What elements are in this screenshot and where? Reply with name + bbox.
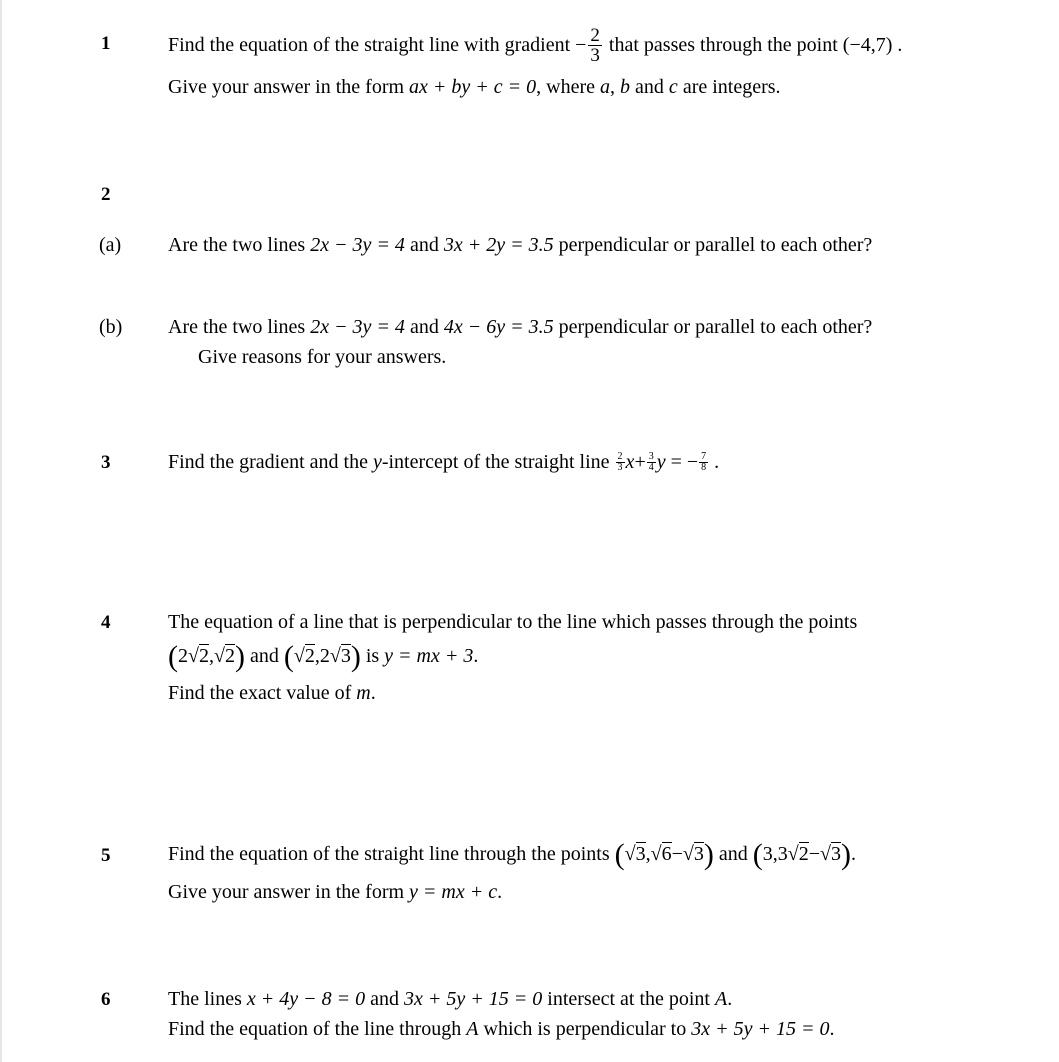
q5-p2-radicand-2: 3 — [830, 843, 841, 865]
q3-f2-denominator: 4 — [648, 461, 654, 473]
q1-line1-end: . — [897, 34, 903, 56]
question-number-3: 3 — [101, 452, 111, 473]
q6-line2-end: . — [829, 1018, 835, 1040]
q4-p1-open: ( — [168, 640, 178, 673]
q4-line3-end: . — [370, 682, 376, 704]
q6-equation-1: x + 4y − 8 = 0 — [246, 988, 366, 1010]
q4-p1-close: ) — [234, 640, 245, 673]
q5-p1-open: ( — [614, 838, 625, 871]
question-6-line-2 — [168, 1018, 834, 1041]
q5-p2-close: ) — [840, 838, 851, 871]
q1-gradient-numerator: 2 — [590, 25, 600, 46]
q6-var-A: A — [715, 988, 728, 1010]
radical-icon: √ — [820, 843, 831, 865]
q4-equation: y = mx + 3 — [384, 645, 474, 667]
q3-fraction-2 — [647, 452, 656, 473]
question-number-6: 6 — [101, 989, 111, 1010]
question-2a-line — [168, 234, 872, 257]
q5-line2-end: . — [497, 881, 503, 903]
q5-p1-close: ) — [703, 838, 714, 871]
q4-is: is — [365, 645, 380, 667]
radical-icon: √ — [329, 645, 341, 667]
q4-p1-radicand-2: 2 — [224, 645, 235, 667]
q2b-text-post: perpendicular or parallel to each other? — [558, 316, 873, 338]
q2a-text-post: perpendicular or parallel to each other? — [558, 234, 873, 256]
q4-p1-root-1 — [188, 644, 209, 667]
question-6-line-1 — [168, 988, 732, 1011]
question-number-4: 4 — [101, 612, 111, 633]
q6-line2-equation: 3x + 5y + 15 = 0 — [691, 1018, 830, 1040]
question-number-5: 5 — [101, 845, 111, 866]
q6-equation-2: 3x + 5y + 15 = 0 — [404, 988, 543, 1010]
q4-p2-radicand-1: 2 — [304, 645, 315, 667]
q1-text-form-pre: Give your answer in the form — [168, 76, 405, 98]
q4-var-m: m — [356, 682, 371, 704]
question-4-line-2 — [168, 640, 479, 673]
q5-p1-radicand-2: 6 — [661, 843, 672, 865]
q4-p1-coef: 2 — [178, 645, 188, 667]
q5-p1-minus: − — [671, 843, 683, 865]
q1-gradient-denominator: 3 — [590, 45, 600, 66]
question-4-line-3 — [168, 682, 376, 705]
q2b-reasons: Give reasons for your answers. — [198, 346, 447, 368]
q5-p2-minus: − — [808, 843, 820, 865]
q3-fraction-3 — [699, 452, 708, 473]
q5-p1-radicand-3: 3 — [693, 843, 704, 865]
q4-p1-root-2 — [214, 644, 235, 667]
q1-text-mid: that passes through the point — [608, 34, 838, 56]
question-1-line-1 — [168, 26, 902, 65]
radical-icon: √ — [293, 645, 305, 667]
q5-p1-root-3 — [683, 842, 704, 865]
q1-text-end: are integers. — [682, 76, 781, 98]
q4-eq-end: . — [473, 645, 479, 667]
q4-p1-comma: , — [208, 645, 214, 667]
question-2b-line — [168, 316, 872, 339]
q3-text-pre: Find the gradient and the — [168, 450, 368, 473]
q5-p2-open: ( — [752, 838, 763, 871]
q6-text-mid: intersect at the point — [547, 988, 710, 1010]
q4-p2-close: ) — [350, 640, 361, 673]
q3-f2-numerator: 3 — [648, 450, 654, 462]
q1-and: and — [635, 76, 664, 98]
q3-text-post: -intercept of the straight line — [381, 450, 610, 473]
q4-and: and — [249, 645, 279, 667]
question-2b-label: (b) — [99, 316, 123, 338]
q6-text-pre: The lines — [168, 988, 242, 1010]
q1-form-equation: ax + by + c = 0 — [409, 76, 537, 98]
q4-text-find: Find the exact value of — [168, 682, 352, 704]
radical-icon: √ — [188, 645, 199, 667]
q3-plus: + — [634, 450, 646, 473]
q3-end: . — [714, 450, 720, 473]
q5-p1-root-1 — [625, 842, 646, 865]
q6-end: . — [727, 988, 733, 1010]
q1-var-a: a — [600, 76, 611, 98]
question-5-line-1: Find the equation of the straight line through the points (√3,√6−√3) and (3,3√2−√3). — [168, 838, 856, 871]
q5-p2-root-2 — [820, 842, 841, 865]
page-edge — [0, 0, 2, 1062]
q3-fraction-1 — [616, 452, 625, 473]
q2b-and: and — [409, 316, 439, 338]
q3-f3-denominator: 8 — [701, 461, 707, 473]
radical-icon: √ — [682, 843, 694, 865]
question-number-1: 1 — [101, 33, 111, 54]
q5-p2-root-1 — [788, 842, 809, 865]
q4-p2-root-2 — [330, 644, 351, 667]
q5-p1-root-2 — [651, 842, 672, 865]
q3-var-y: y — [372, 450, 382, 473]
q3-f3-numerator: 7 — [701, 450, 707, 462]
q1-var-b: b — [620, 76, 631, 98]
q6-line2-var-A: A — [466, 1018, 479, 1040]
q2b-equation-2: 4x − 6y = 3.5 — [443, 316, 554, 338]
q4-p1-radicand-1: 2 — [198, 645, 209, 667]
q4-line-1: The equation of a line that is perpendicular to the line which passes through the points — [168, 611, 858, 633]
q4-p2-open: ( — [283, 640, 294, 673]
q1-text-where: , where — [536, 76, 596, 98]
q4-p2-radicand-2: 3 — [340, 645, 351, 667]
radical-icon: √ — [787, 843, 799, 865]
q5-p1-radicand-1: 3 — [635, 843, 646, 865]
q5-p2-prefix: 3,3 — [762, 843, 788, 865]
q5-form-equation: y = mx + c — [409, 881, 498, 903]
q6-line2-mid: which is perpendicular to — [483, 1018, 687, 1040]
q3-x: x — [625, 450, 635, 473]
q3-y: y — [656, 450, 666, 473]
q6-and: and — [370, 988, 400, 1010]
q2b-equation-1: 2x − 3y = 4 — [310, 316, 405, 338]
q1-text-pre: Find the equation of the straight line with gradient — [168, 34, 571, 56]
question-5-line-2 — [168, 881, 502, 904]
q3-f1-denominator: 3 — [617, 461, 623, 473]
q1-gradient-fraction — [588, 26, 602, 65]
q1-var-c: c — [668, 76, 678, 98]
question-2a-label: (a) — [99, 234, 122, 256]
q4-p2-comma: , — [314, 645, 320, 667]
q5-p2-radicand-1: 2 — [798, 843, 809, 865]
question-3-line — [168, 450, 719, 474]
q2a-equation-1: 2x − 3y = 4 — [310, 234, 405, 256]
question-1-line-2 — [168, 76, 781, 99]
q4-p2-coef: 2 — [319, 645, 330, 667]
question-number-2: 2 — [101, 184, 111, 205]
q5-text-pre: Find the equation of the straight line through the points — [168, 843, 610, 865]
q3-equals: = − — [670, 450, 699, 473]
q5-and: and — [718, 843, 748, 865]
radical-icon: √ — [213, 645, 225, 667]
q6-line2-pre: Find the equation of the line through — [168, 1018, 462, 1040]
radical-icon: √ — [624, 843, 636, 865]
q4-p2-root-1 — [294, 644, 315, 667]
q3-f1-numerator: 2 — [617, 450, 623, 462]
radical-icon: √ — [650, 843, 662, 865]
q2a-and: and — [409, 234, 439, 256]
q2a-text-pre: Are the two lines — [168, 234, 306, 256]
q2a-equation-2: 3x + 2y = 3.5 — [443, 234, 554, 256]
q5-end: . — [850, 843, 856, 865]
q1-gradient-sign: − — [575, 34, 587, 56]
q5-text-form-pre: Give your answer in the form — [168, 881, 405, 903]
q1-comma: , — [610, 76, 616, 98]
q2b-text-pre: Are the two lines — [168, 316, 306, 338]
q1-point: (−4,7) — [842, 34, 893, 56]
